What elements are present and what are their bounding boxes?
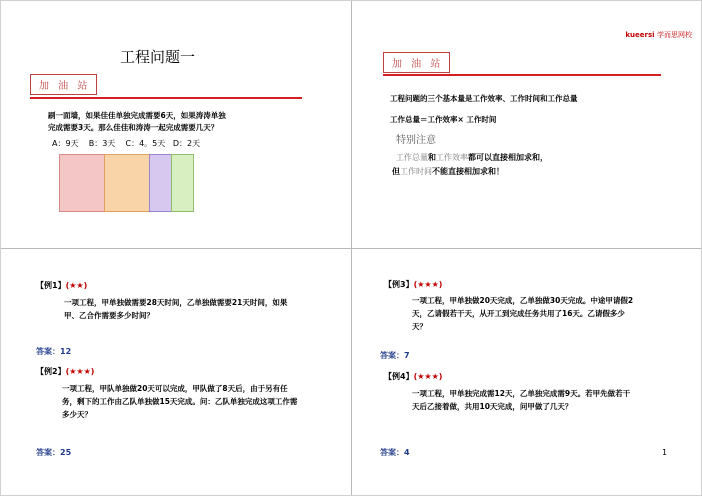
info-line-1: 工程问题的三个基本量是工作效率、工作时间和工作总量: [390, 94, 578, 103]
info-line-2: 工作总量＝工作效率× 工作时间: [390, 115, 497, 124]
border-left: [0, 0, 1, 496]
brand-en: kueersi: [625, 31, 655, 39]
bar-segment: [59, 154, 105, 212]
problem-line-1: 刷一面墙，如果佳佳单独完成需要6天，如果涛涛单独: [48, 111, 226, 120]
example-2-heading: [36, 366, 94, 377]
badge-jiayouzhan: 加 油 站: [383, 52, 450, 73]
note-line-1: [396, 152, 548, 163]
red-rule: [30, 97, 302, 99]
text: 不能直接相加求和！: [432, 167, 504, 176]
example-3-text: 一项工程，甲单独做20天完成，乙单独做30天完成。中途甲请假2天，乙请假若干天，从开工到完成任务共用了16天。乙请假多少天？: [412, 296, 634, 331]
example-label: 【例4】: [384, 372, 414, 381]
text: 都可以直接相加求和，: [468, 153, 548, 162]
note-line-2: [392, 166, 504, 177]
example-1-text: 一项工程，甲单独做需要28天时间，乙单独做需要21天时间，如果甲、乙合作需要多少时间？: [64, 298, 288, 320]
term: 工作总量: [396, 153, 428, 162]
red-rule: [383, 74, 661, 76]
brand-cn: 学而思网校: [657, 31, 692, 39]
badge-jiayouzhan: 加 油 站: [30, 74, 97, 95]
difficulty-stars: (★★★): [413, 280, 443, 289]
bar-segment: [104, 154, 150, 212]
example-1-answer: 答案：12: [36, 347, 72, 356]
bar-segment: [171, 154, 194, 212]
difficulty-stars: (★★★): [413, 372, 443, 381]
example-2-answer: 答案：25: [36, 448, 72, 457]
answer-options: A：9天 B：3天 C：4。5天 D：2天: [52, 139, 201, 148]
term: 工作效率: [436, 153, 468, 162]
example-label: 【例2】: [36, 367, 66, 376]
bar-segment: [149, 154, 172, 212]
text: 和: [428, 153, 436, 162]
brand-logo: [625, 30, 692, 40]
example-3-answer: 答案：7: [380, 351, 410, 360]
example-label: 【例3】: [384, 280, 414, 289]
page-number: 1: [662, 448, 668, 457]
border-top: [0, 0, 702, 1]
text: 但: [392, 167, 400, 176]
horizontal-divider: [0, 248, 702, 249]
example-4-answer: 答案：4: [380, 448, 410, 457]
example-1-heading: [36, 280, 87, 291]
problem-line-2: 完成需要3天。那么佳佳和涛涛一起完成需要几天？: [48, 123, 219, 132]
term: 工作时间: [400, 167, 432, 176]
difficulty-stars: (★★★): [65, 367, 95, 376]
slide-title: 工程问题一: [120, 48, 196, 66]
special-note: 特别注意: [396, 135, 436, 146]
example-4-text: 一项工程，甲单独完成需12天，乙单独完成需9天。若甲先做若干天后乙接着做，共用10天完成，问甲做了几天？: [412, 389, 631, 411]
example-3-heading: [384, 279, 442, 290]
example-4-heading: [384, 371, 442, 382]
example-label: 【例1】: [36, 281, 66, 290]
difficulty-stars: (★★): [65, 281, 88, 290]
example-2-text: 一项工程，甲队单独做20天可以完成，甲队做了8天后，由于另有任务，剩下的工作由乙队单独做15天完成。问：乙队单独完成这项工作需多少天？: [62, 384, 298, 419]
